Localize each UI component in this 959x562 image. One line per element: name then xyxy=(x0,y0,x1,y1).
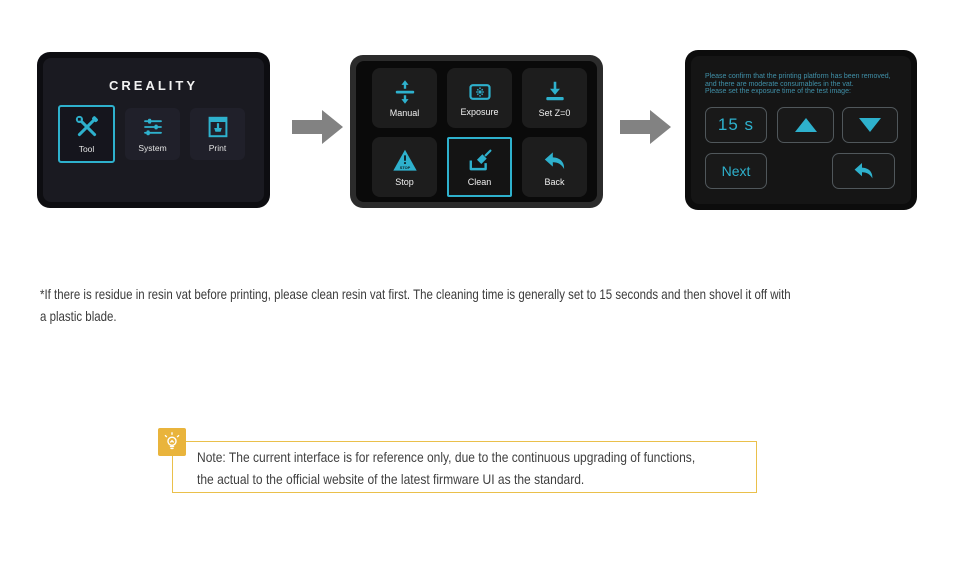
exposure-screen-icon xyxy=(466,80,494,104)
note-callout-box xyxy=(172,441,757,493)
stop-button[interactable] xyxy=(372,137,437,197)
manual-button-label: Manual xyxy=(389,107,420,118)
next-button-label: Next xyxy=(721,163,751,179)
clean-button[interactable] xyxy=(447,137,512,197)
touchscreen-panel-tool-menu xyxy=(350,55,603,208)
back-button[interactable] xyxy=(522,137,587,197)
footnote-line: a plastic blade. xyxy=(40,308,117,324)
printer-icon xyxy=(206,115,230,139)
exposure-button[interactable] xyxy=(447,68,512,128)
manual-button[interactable] xyxy=(372,68,437,128)
back-arrow-icon xyxy=(542,148,568,174)
set-z-zero-button-label: Set Z=0 xyxy=(538,107,571,118)
sliders-icon xyxy=(141,115,165,139)
stop-warning-icon xyxy=(391,148,419,174)
note-line: Note: The current interface is for reference only, due to the continuous upgrading of functions, xyxy=(197,449,696,465)
clean-button-label: Clean xyxy=(467,176,492,187)
print-button-label: Print xyxy=(208,143,227,153)
lightbulb-icon xyxy=(158,428,186,456)
creality-logo: CREALITY xyxy=(109,78,198,93)
confirm-message-line: Please confirm that the printing platform has been removed, xyxy=(705,73,891,80)
note-line: the actual to the official website of the latest firmware UI as the standard. xyxy=(197,470,585,487)
touchscreen-panel-home xyxy=(37,52,270,208)
right-arrow-icon xyxy=(292,107,344,147)
back-button-label: Back xyxy=(544,176,565,187)
footnote-text xyxy=(40,283,955,327)
stop-button-label: Stop xyxy=(395,176,414,187)
down-arrow-icon xyxy=(859,118,881,132)
confirm-message-line: Please set the exposure time of the test image: xyxy=(705,88,851,96)
set-z-zero-button[interactable] xyxy=(522,68,587,128)
exposure-button-label: Exposure xyxy=(460,106,499,117)
back-arrow-icon xyxy=(852,159,876,183)
up-arrow-icon xyxy=(795,118,817,132)
back-button[interactable] xyxy=(832,153,895,189)
touchscreen-panel-clean-settings xyxy=(685,50,917,210)
confirm-message-line: and there are moderate consumables in the vat. xyxy=(705,80,854,88)
clean-brush-icon xyxy=(467,148,493,174)
system-button[interactable] xyxy=(125,108,180,160)
tool-button[interactable] xyxy=(58,105,115,163)
note-text xyxy=(197,447,776,490)
wrench-screwdriver-icon xyxy=(74,114,100,140)
system-button-label: System xyxy=(138,143,167,153)
confirm-message xyxy=(705,73,891,96)
tool-button-label: Tool xyxy=(78,144,95,154)
set-z-zero-icon xyxy=(542,79,568,105)
right-arrow-icon xyxy=(620,107,672,147)
z-move-arrows-icon xyxy=(392,79,418,105)
increase-time-button[interactable] xyxy=(777,107,834,143)
print-button[interactable] xyxy=(190,108,245,160)
footnote-line: *If there is residue in resin vat before printing, please clean resin vat first. The cleaning time is generally set to 15 seconds and then shovel it off with xyxy=(40,286,791,302)
stop-icon-text: STOP xyxy=(399,164,410,170)
time-value: 15 s xyxy=(717,115,755,134)
next-button[interactable] xyxy=(705,153,767,189)
time-value-button[interactable] xyxy=(705,107,767,143)
decrease-time-button[interactable] xyxy=(842,107,898,143)
